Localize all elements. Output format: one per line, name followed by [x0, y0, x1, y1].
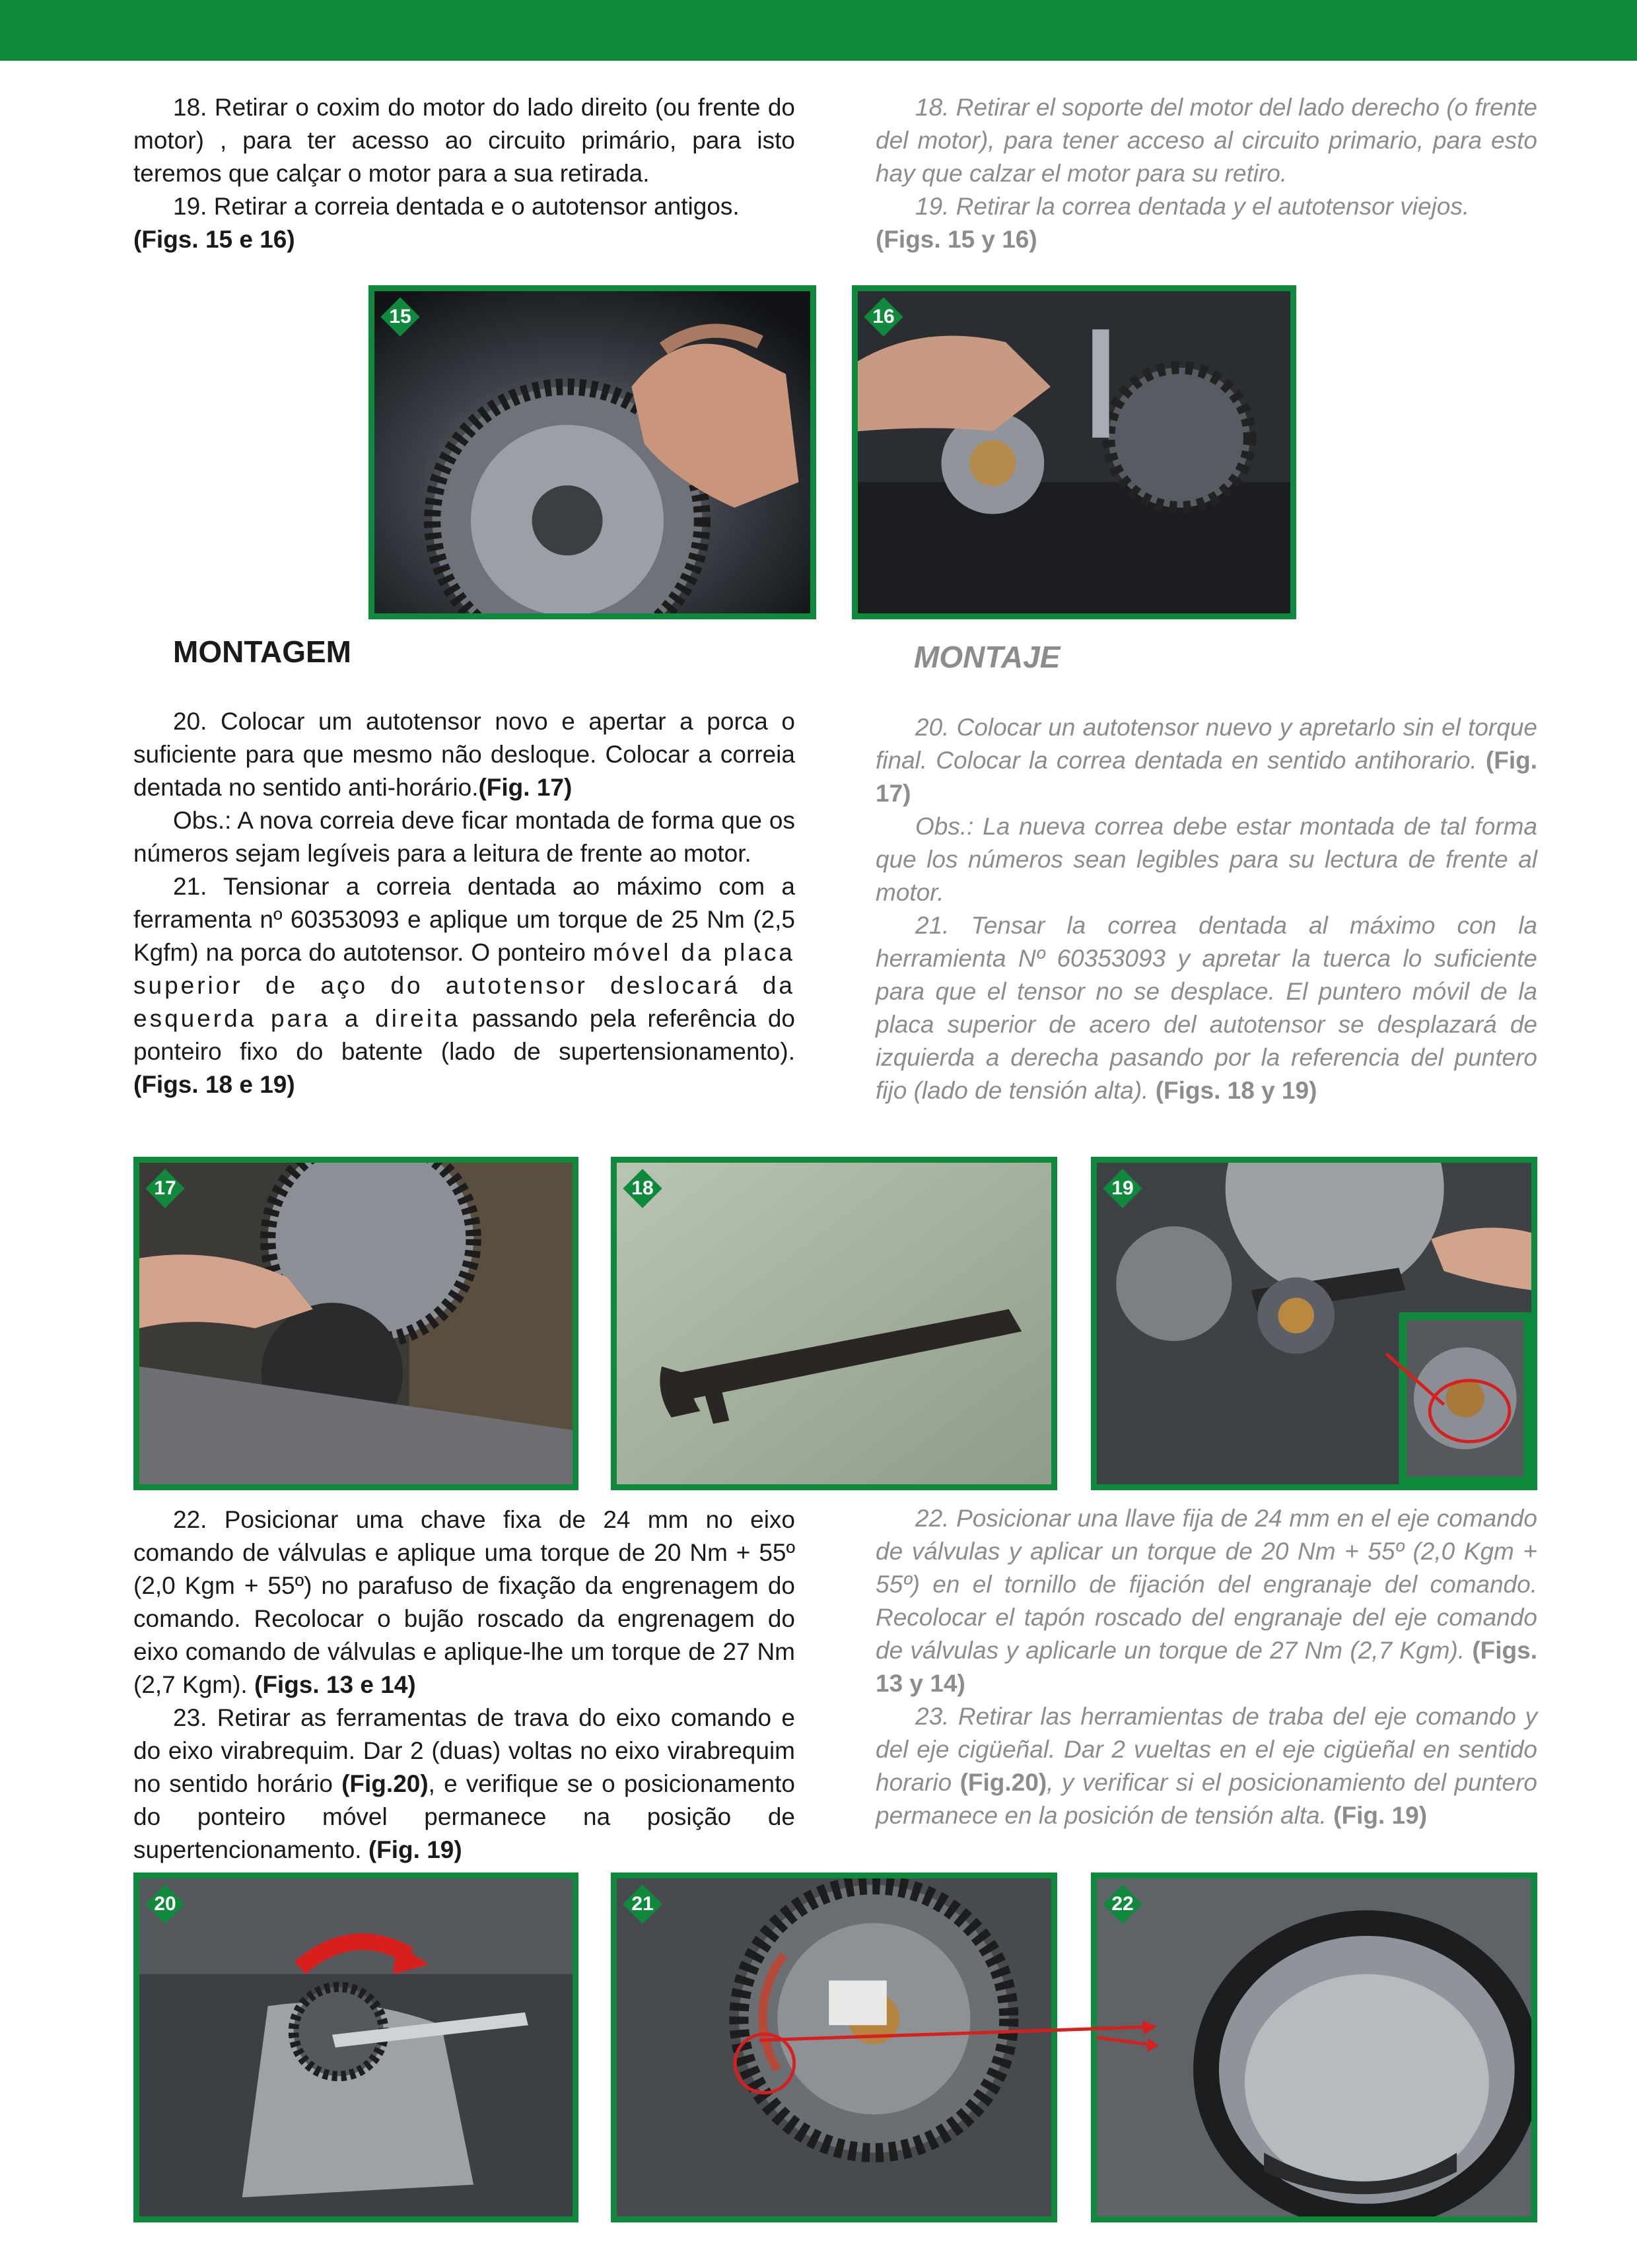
figure-17-badge: 17 [146, 1169, 184, 1208]
connector-arrow-21-22 [753, 2020, 1162, 2060]
es-fig-ref-13-14: (Figs. 13 y 14) [876, 1637, 1537, 1697]
pt-fig-ref-17: (Fig. 17) [478, 774, 573, 801]
figure-16 [852, 285, 1296, 619]
figure-20-badge: 20 [146, 1885, 184, 1923]
es-steps-22-23 [876, 1502, 1537, 1832]
figure-15-badge: 15 [381, 298, 419, 336]
es-step-22: 22. Posicionar una llave fija de 24 mm en el eje comando de válvulas y aplicar un torque de 20 Nm + 55º (2,0 Kgm + 55º) en el tornillo de fijación del engranaje del comando. Recolocar el tapón roscado del engranaje del eje comando de válvulas y aplicarle un torque de 27 Nm (2,7 Kgm). (Figs. 13 y 14) [876, 1505, 1537, 1697]
es-step-21: 21. Tensar la correa dentada al máximo con la herramienta Nº 60353093 y apretar la tuerca lo suficiente para que el tensor no se desplace. El puntero móvil de la placa superior de acero del autotensor se desplazará de izquierda a derecha pasando por la referencia del puntero fijo (lado de tensión alta). (Figs. 18 y 19) [876, 912, 1537, 1104]
es-steps-20-21 [876, 711, 1537, 1107]
figure-17-photo [139, 1163, 573, 1484]
es-obs: Obs.: La nueva correa debe estar montada de tal forma que los números sean legibles para su lectura de frente al motor. [876, 813, 1537, 906]
pt-fig-ref-20: (Fig.20) [341, 1770, 429, 1797]
pt-obs: Obs.: A nova correia deve ficar montada de forma que os números sejam legíveis para a leitura de frente ao motor. [133, 807, 795, 867]
pt-fig-ref-15-16: (Figs. 15 e 16) [133, 226, 295, 253]
pt-fig-ref-19: (Fig. 19) [368, 1836, 462, 1863]
es-fig-ref-17: (Fig. 17) [876, 747, 1537, 807]
es-fig-ref-18-19: (Figs. 18 y 19) [1155, 1077, 1317, 1104]
figure-16-badge: 16 [864, 298, 903, 336]
figure-20-photo [139, 1878, 573, 2216]
figure-22-badge: 22 [1103, 1885, 1142, 1923]
es-fig-ref-15-16: (Figs. 15 y 16) [876, 226, 1037, 253]
figure-20 [133, 1873, 578, 2222]
figure-17 [133, 1157, 578, 1490]
es-step-18: 18. Retirar el soporte del motor del lado derecho (o frente del motor), para tener acceso al circuito primario, para esto hay que calzar el motor para su retiro. [876, 94, 1537, 187]
pt-section-heading: MONTAGEM [173, 635, 352, 669]
pt-step-21: 21. Tensionar a correia dentada ao máximo com a ferramenta nº 60353093 e aplique um torque de 25 Nm (2,5 Kgfm) na porca do autotensor. O ponteiro móvel da placa superior de aço do autotensor deslocará da esquerda para a direita passando pela referência do ponteiro fixo do batente (lado de supertensionamento). (Figs. 18 e 19) [133, 873, 795, 1098]
pt-step-20: 20. Colocar um autotensor novo e apertar a porca o suficiente para que mesmo não desloque. Colocar a correia dentada no sentido anti-horário.(Fig. 17) [133, 708, 795, 801]
figure-15 [368, 285, 816, 619]
figure-18-badge: 18 [623, 1169, 662, 1208]
pt-steps-22-23 [133, 1503, 795, 1867]
pt-steps-18-19 [133, 91, 795, 256]
figure-18-photo [617, 1163, 1051, 1484]
es-fig-ref-19: (Fig. 19) [1333, 1802, 1428, 1829]
figure-16-photo [858, 291, 1290, 613]
pt-step-19: 19. Retirar a correia dentada e o autotensor antigos. (Figs. 15 e 16) [133, 190, 795, 256]
es-section-heading: MONTAJE [914, 640, 1061, 674]
figure-19-photo [1097, 1163, 1531, 1484]
pt-step-23: 23. Retirar as ferramentas de trava do eixo comando e do eixo virabrequim. Dar 2 (duas) voltas no eixo virabrequim no sentido horário (Fig.20), e verifique se o posicionamento do ponteiro móvel permanece na posição de supertencionamento. (Fig. 19) [133, 1704, 795, 1863]
figure-19 [1091, 1157, 1537, 1490]
pt-step-18: 18. Retirar o coxim do motor do lado direito (ou frente do motor) , para ter acesso ao circuito primário, para isto teremos que calçar o motor para a sua retirada. [133, 94, 795, 187]
es-step-23: 23. Retirar las herramientas de traba del eje comando y del eje cigüeñal. Dar 2 vueltas en el eje cigüeñal en sentido horario (Fig.20), y verificar si el posicionamiento del puntero permanece en la posición de tensión alta. (Fig. 19) [876, 1703, 1537, 1829]
figure-21-badge: 21 [623, 1885, 662, 1923]
es-step-20: 20. Colocar un autotensor nuevo y apretarlo sin el torque final. Colocar la correa dentada en sentido antihorario. (Fig. 17) [876, 714, 1537, 807]
pt-fig-ref-18-19: (Figs. 18 e 19) [133, 1071, 295, 1098]
pt-steps-20-21 [133, 705, 795, 1101]
pt-fig-ref-13-14: (Figs. 13 e 14) [254, 1671, 416, 1698]
pt-step-22: 22. Posicionar uma chave fixa de 24 mm no eixo comando de válvulas e aplique uma torque de 20 Nm + 55º (2,0 Kgm + 55º) no parafuso de fixação da engrenagem do comando. Recolocar o bujão roscado da engrenagem do eixo comando de válvulas e aplique-lhe um torque de 27 Nm (2,7 Kgm). (Figs. 13 e 14) [133, 1506, 795, 1698]
es-steps-18-19 [876, 91, 1537, 256]
figure-19-badge: 19 [1103, 1169, 1142, 1208]
header-bar [0, 0, 1637, 61]
figure-18 [611, 1157, 1057, 1490]
figure-15-photo [374, 291, 810, 613]
es-step-19: 19. Retirar la correa dentada y el autotensor viejos. (Figs. 15 y 16) [876, 190, 1537, 256]
es-fig-ref-20: (Fig.20) [959, 1769, 1047, 1796]
